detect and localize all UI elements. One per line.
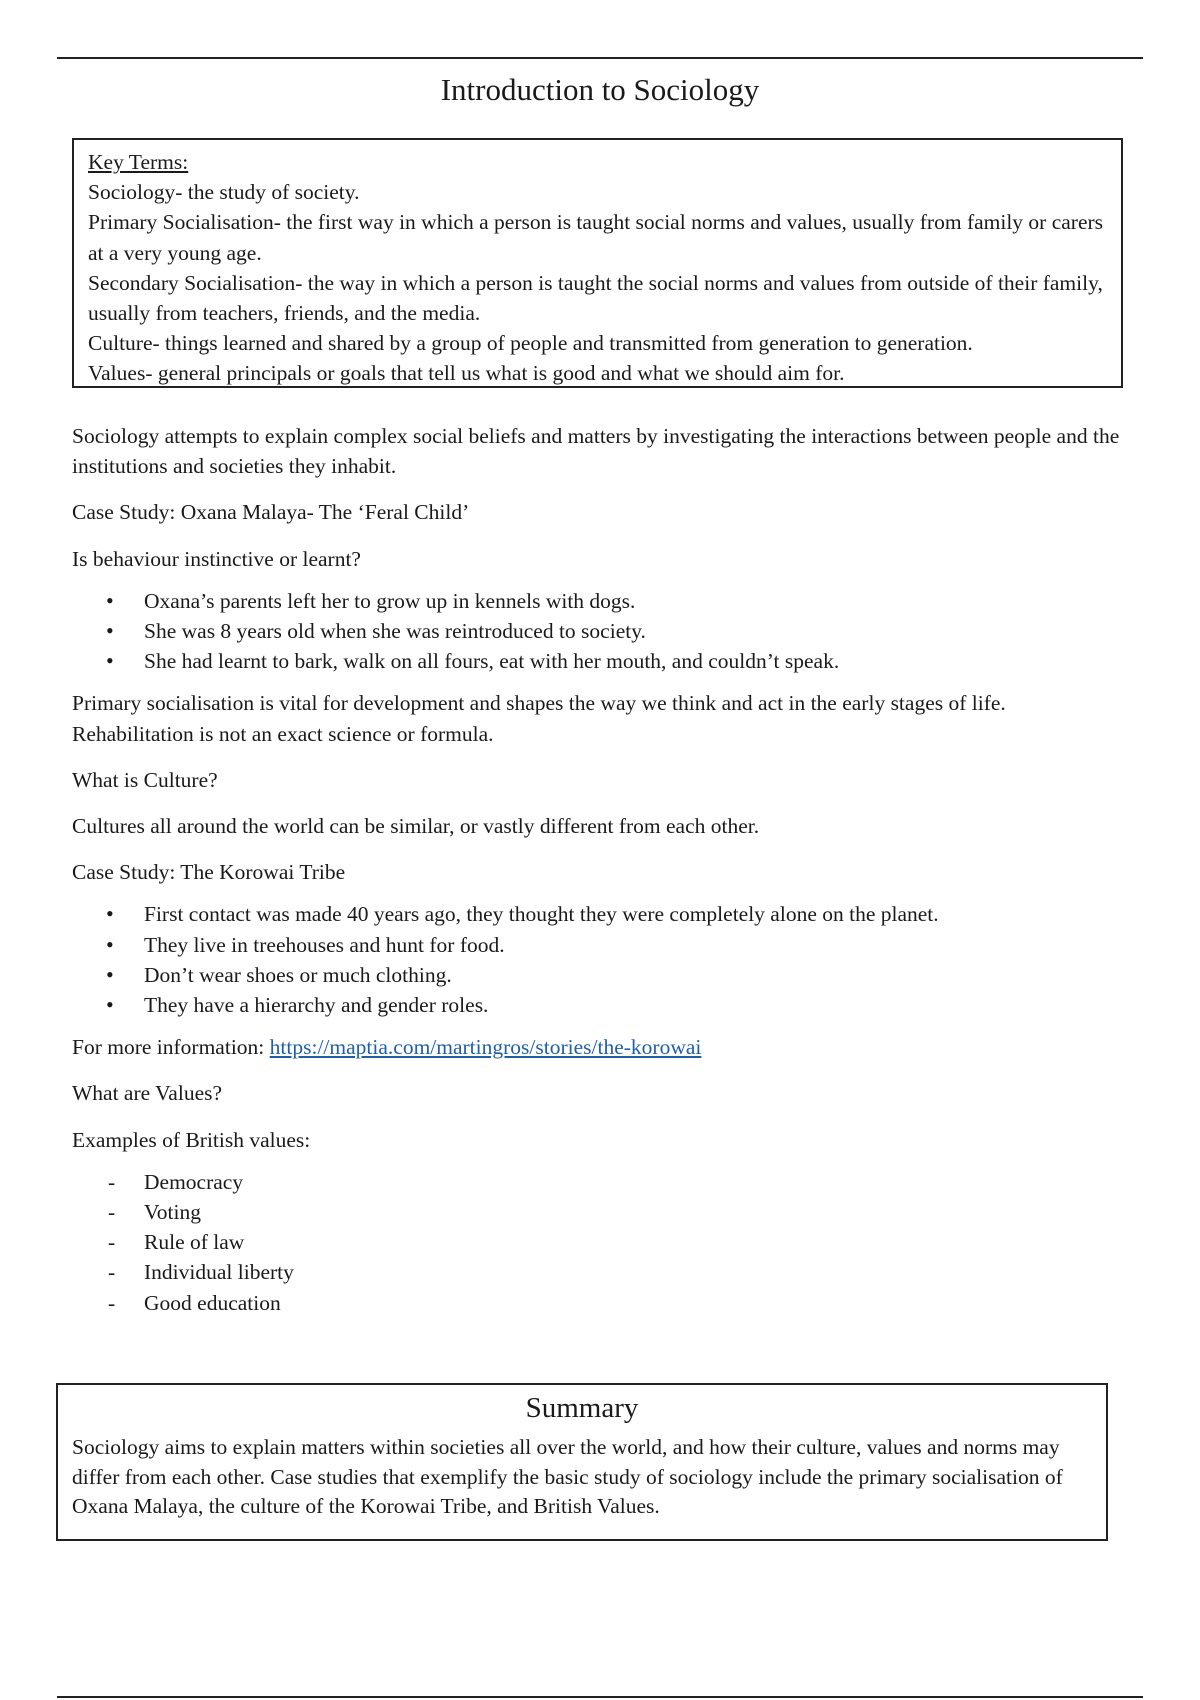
summary-text: Sociology aims to explain matters within societies all over the world, and how their culture, values and norms may differ from each other. Case studies that exemplify the basic study of sociology include the primary socialisation of Oxana Malaya, the culture of the Korowai Tribe, and British Values.: [72, 1435, 1063, 1518]
behaviour-question: Is behaviour instinctive or learnt?: [72, 546, 361, 571]
values-intro: Examples of British values:: [72, 1127, 311, 1152]
values-question: What are Values?: [72, 1081, 223, 1106]
list-item: - Individual liberty: [72, 1257, 1132, 1287]
list-item: - Rule of law: [72, 1227, 1132, 1257]
british-values-list: [72, 1167, 1132, 1318]
page-title: Introduction to Sociology: [440, 72, 760, 107]
list-item: - Good education: [72, 1288, 1132, 1318]
list-item: • Don’t wear shoes or much clothing.: [72, 960, 1132, 990]
list-item: • Oxana’s parents left her to grow up in kennels with dogs.: [72, 586, 1132, 616]
culture-statement: Cultures all around the world can be similar, or vastly different from each other.: [72, 814, 760, 839]
list-item: - Democracy: [72, 1167, 1132, 1197]
list-item: • They have a hierarchy and gender roles.: [72, 990, 1132, 1020]
key-term-primary-socialisation: Primary Socialisation- the first way in which a person is taught social norms and values, usually from family or carers at a very young age.: [88, 210, 1104, 265]
more-info-label: For more information:: [72, 1035, 270, 1060]
key-term-secondary-socialisation: Secondary Socialisation- the way in which a person is taught the social norms and values from outside of their family, usually from teachers, friends, and the media.: [88, 270, 1103, 326]
list-item: - Voting: [72, 1197, 1132, 1227]
top-rule: [57, 57, 1143, 59]
main-content: [72, 421, 1132, 1330]
key-terms-box: [72, 138, 1123, 388]
summary-heading: Summary: [525, 1392, 639, 1424]
korowai-points-list: [72, 899, 1132, 1020]
list-item: • She had learnt to bark, walk on all fours, eat with her mouth, and couldn’t speak.: [72, 646, 1132, 676]
key-terms-heading: Key Terms:: [88, 150, 189, 174]
more-info-line: [72, 1032, 1132, 1062]
intro-paragraph: Sociology attempts to explain complex social beliefs and matters by investigating the interactions between people and the institutions and societies they inhabit.: [72, 424, 1120, 479]
list-item: • She was 8 years old when she was reintroduced to society.: [72, 616, 1132, 646]
key-term-values: Values- general principals or goals that tell us what is good and what we should aim for.: [88, 361, 845, 386]
oxana-conclusion: Primary socialisation is vital for development and shapes the way we think and act in the early stages of life. Rehabilitation is not an exact science or formula.: [72, 691, 1006, 746]
key-term-sociology: Sociology- the study of society.: [88, 180, 360, 205]
case-study-oxana-title: Case Study: Oxana Malaya- The ‘Feral Child’: [72, 500, 470, 525]
summary-box: [56, 1383, 1108, 1541]
key-term-culture: Culture- things learned and shared by a group of people and transmitted from generation to generation.: [88, 331, 973, 356]
bottom-rule: [57, 1696, 1143, 1698]
culture-question: What is Culture?: [72, 767, 218, 792]
oxana-points-list: [72, 586, 1132, 677]
list-item: • First contact was made 40 years ago, they thought they were completely alone on the planet.: [72, 899, 1132, 929]
korowai-link[interactable]: https://maptia.com/martingros/stories/the-korowai: [269, 1035, 702, 1060]
list-item: • They live in treehouses and hunt for food.: [72, 930, 1132, 960]
case-study-korowai-title: Case Study: The Korowai Tribe: [72, 860, 346, 885]
